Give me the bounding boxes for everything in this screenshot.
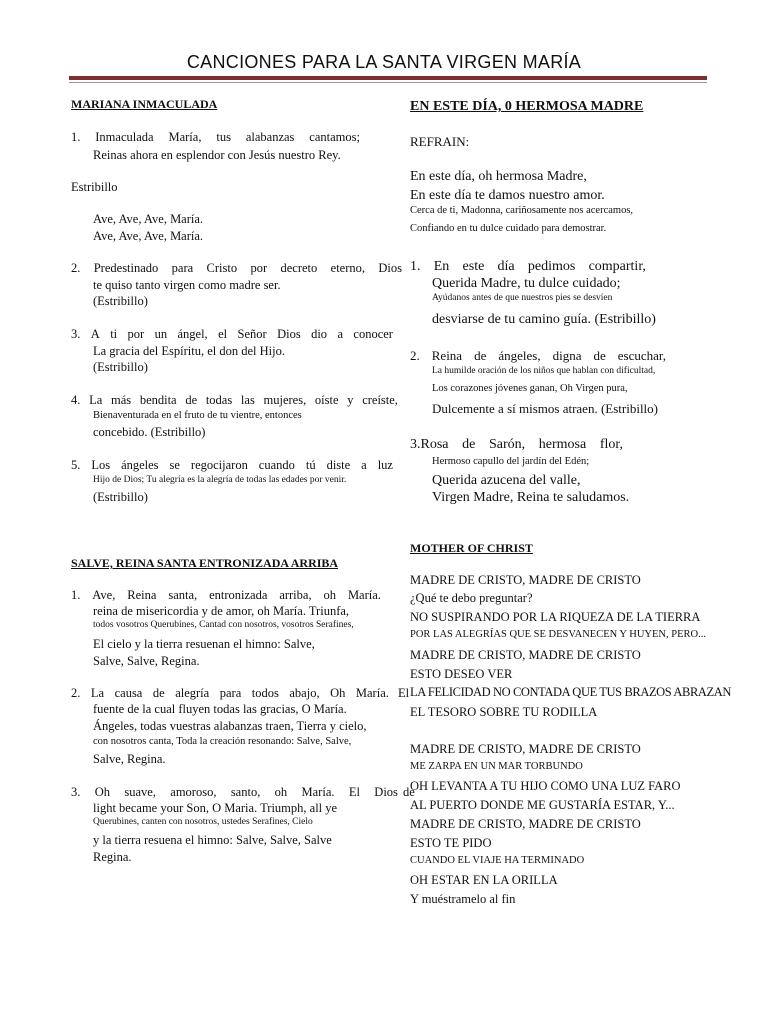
- verse-line: (Estribillo): [93, 360, 148, 374]
- song-line: ESTO DESEO VER: [410, 667, 513, 681]
- word: A: [90, 327, 100, 341]
- song-heading-mother-of-christ: MOTHER OF CHRIST: [410, 541, 533, 555]
- word: María,: [168, 130, 202, 144]
- verse-line: Los corazones jóvenes ganan, Oh Virgen pura,: [432, 383, 628, 394]
- verse-line: [71, 130, 360, 145]
- word: digna: [552, 348, 582, 363]
- verse-line-overflow: El: [398, 686, 410, 700]
- song-line: ¿Qué te debo preguntar?: [410, 591, 533, 605]
- word: 3.: [71, 327, 81, 341]
- word: El: [348, 785, 360, 799]
- word: 2.: [71, 686, 81, 700]
- word: eterno,: [330, 261, 365, 275]
- word: 3.: [71, 785, 81, 799]
- song-line: NO SUSPIRANDO POR LA RIQUEZA DE LA TIERRA: [410, 610, 701, 624]
- verse-line: Reinas ahora en esplendor con Jesús nuestro Rey.: [93, 148, 341, 162]
- word: tus: [216, 130, 231, 144]
- verse-line: [71, 393, 398, 408]
- word: este: [462, 259, 485, 274]
- word: Los: [91, 458, 111, 472]
- word: suave,: [124, 785, 156, 799]
- word: tú: [305, 458, 316, 472]
- word: Sarón,: [488, 437, 526, 452]
- song-line: Y muéstramelo al fin: [410, 892, 516, 906]
- word: cuando: [258, 458, 295, 472]
- word: arriba,: [279, 588, 312, 602]
- word: ángeles,: [498, 348, 541, 363]
- word: Predestinado: [93, 261, 159, 275]
- refrain-label: Estribillo: [71, 180, 118, 194]
- word: Señor: [237, 327, 267, 341]
- word: cantamos;: [309, 130, 360, 144]
- refrain-line: En este día, oh hermosa Madre,: [410, 169, 587, 184]
- verse-line: La humilde oración de los niños que hablan con dificultad,: [432, 366, 656, 376]
- word: Cristo: [206, 261, 238, 275]
- verse-line: fuente de la cual fluyen todas las gracias, O María.: [93, 702, 347, 716]
- song-line: MADRE DE CRISTO, MADRE DE CRISTO: [410, 648, 641, 662]
- word: alabanzas: [245, 130, 295, 144]
- word: oh: [274, 785, 288, 799]
- verse-line: Querubines, canten con nosotros, ustedes Serafines, Cielo: [93, 817, 313, 827]
- verse-line: y la tierra resuena el himno: Salve, Salve, Salve: [93, 833, 332, 847]
- word: amoroso,: [170, 785, 217, 799]
- word: 4.: [71, 393, 81, 407]
- verse-line: El cielo y la tierra resuenan el himno: Salve,: [93, 637, 315, 651]
- verse-line: Hermoso capullo del jardín del Edén;: [432, 456, 590, 467]
- verse-line: Querida Madre, tu dulce cuidado;: [432, 276, 621, 291]
- word: hermosa: [538, 437, 587, 452]
- page-title: CANCIONES PARA LA SANTA VIRGEN MARÍA: [186, 52, 582, 72]
- word: de: [593, 348, 606, 363]
- word: creíste,: [362, 393, 398, 407]
- word: bendita: [139, 393, 177, 407]
- word: y: [347, 393, 354, 407]
- title-divider: [69, 76, 707, 80]
- song-line: ME ZARPA EN UN MAR TORBUNDO: [410, 761, 583, 772]
- song-line: MADRE DE CRISTO, MADRE DE CRISTO: [410, 742, 641, 756]
- verse-line: [71, 686, 389, 701]
- verse-line: Hijo de Dios; Tu alegría es la alegría de todas las edades por venir.: [93, 475, 347, 485]
- song-line: MADRE DE CRISTO, MADRE DE CRISTO: [410, 817, 641, 831]
- refrain-line: Cerca de ti, Madonna, cariñosamente nos acercamos,: [410, 205, 634, 216]
- verse-line: concebido. (Estribillo): [93, 425, 206, 439]
- song-line: MADRE DE CRISTO, MADRE DE CRISTO: [410, 573, 641, 587]
- word: ángeles: [121, 458, 159, 472]
- word: alegría: [175, 686, 210, 700]
- word: 1.: [410, 259, 421, 274]
- word: por: [250, 261, 268, 275]
- song-heading-mariana: MARIANA INMACULADA: [71, 97, 218, 111]
- word: el: [218, 327, 228, 341]
- word: santo,: [230, 785, 261, 799]
- word: de: [185, 393, 198, 407]
- refrain-label: REFRAIN:: [410, 134, 470, 149]
- verse-line: desviarse de tu camino guía. (Estribillo): [432, 312, 656, 327]
- verse-line: Bienaventurada en el fruto de tu vientre, entonces: [93, 410, 302, 421]
- song-line: OH LEVANTA A TU HIJO COMO UNA LUZ FARO: [410, 779, 681, 793]
- verse-line: Querida azucena del valle,: [432, 473, 581, 488]
- verse-line: Virgen Madre, Reina te saludamos.: [432, 490, 630, 505]
- word: por: [127, 327, 145, 341]
- word: de: [152, 686, 165, 700]
- song-line: POR LAS ALEGRÍAS QUE SE DESVANECEN Y HUYEN, PERO...: [410, 629, 706, 640]
- word: santa,: [168, 588, 198, 602]
- refrain-line: Ave, Ave, Ave, María.: [93, 212, 204, 226]
- word: abajo,: [289, 686, 320, 700]
- verse-line: [410, 259, 646, 275]
- song-line: AL PUERTO DONDE ME GUSTARÍA ESTAR, Y...: [410, 798, 675, 812]
- verse-line: La gracia del Espíritu, el don del Hijo.: [93, 344, 285, 358]
- word: Ave,: [92, 588, 116, 602]
- song-line: ESTO TE PIDO: [410, 836, 492, 850]
- song-line: LA FELICIDAD NO CONTADA QUE TUS BRAZOS ABRAZAN: [410, 685, 732, 699]
- word: 2.: [71, 261, 81, 275]
- verse-line: [410, 437, 623, 453]
- song-line: OH ESTAR EN LA ORILLA: [410, 873, 558, 887]
- verse-line: [71, 261, 402, 276]
- word: causa: [114, 686, 143, 700]
- refrain-line: En este día te damos nuestro amor.: [410, 188, 605, 203]
- word: un: [154, 327, 168, 341]
- verse-line: Salve, Salve, Regina.: [93, 654, 200, 668]
- word: para: [171, 261, 194, 275]
- verse-line: reina de misericordia y de amor, oh María. Triunfa,: [93, 604, 350, 618]
- verse-line-overflow: de: [403, 785, 415, 799]
- song-line: CUANDO EL VIAJE HA TERMINADO: [410, 855, 585, 866]
- verse-line: (Estribillo): [93, 294, 148, 308]
- word: 5.: [71, 458, 81, 472]
- word: Dios: [277, 327, 301, 341]
- word: se: [169, 458, 180, 472]
- verse-line: [71, 588, 381, 603]
- verse-line: Dulcemente a sí mismos atraen. (Estribillo): [432, 401, 658, 416]
- verse-line: [71, 785, 398, 800]
- word: dio: [311, 327, 328, 341]
- word: ti: [110, 327, 118, 341]
- verse-line: [71, 458, 393, 473]
- verse-line: Salve, Regina.: [93, 752, 166, 766]
- word: Inmaculada: [95, 130, 154, 144]
- verse-line: light became your Son, O Maria. Triumph, all ye: [93, 801, 338, 815]
- word: María.: [355, 686, 389, 700]
- word: Oh: [94, 785, 110, 799]
- word: 1.: [71, 588, 81, 602]
- refrain-line: Ave, Ave, Ave, María.: [93, 229, 204, 243]
- word: para: [219, 686, 242, 700]
- word: oíste: [314, 393, 339, 407]
- word: Reina: [127, 588, 157, 602]
- word: decreto: [280, 261, 318, 275]
- verse-line: Ayúdanos antes de que nuestros pies se desvíen: [432, 293, 613, 303]
- word: flor,: [599, 437, 623, 452]
- word: En: [433, 259, 450, 274]
- word: más: [110, 393, 132, 407]
- word: mujeres,: [263, 393, 307, 407]
- word: 1.: [71, 130, 81, 144]
- word: ángel,: [177, 327, 208, 341]
- word: Oh: [330, 686, 346, 700]
- word: La: [90, 686, 105, 700]
- song-line: EL TESORO SOBRE TU RODILLA: [410, 705, 598, 719]
- word: 3.Rosa: [410, 437, 449, 452]
- word: de: [474, 348, 487, 363]
- word: escuchar,: [617, 348, 666, 363]
- title-divider-thin: [69, 82, 707, 83]
- word: Dios: [378, 261, 402, 275]
- word: las: [240, 393, 255, 407]
- verse-line: todos vosotros Querubines, Cantad con nosotros, vosotros Serafines,: [93, 620, 354, 630]
- song-heading-salve: SALVE, REINA SANTA ENTRONIZADA ARRIBA: [71, 556, 339, 570]
- word: Reina: [431, 348, 463, 363]
- word: compartir,: [588, 259, 646, 274]
- word: conocer: [353, 327, 393, 341]
- word: María.: [347, 588, 381, 602]
- word: Dios: [374, 785, 398, 799]
- song-heading-en-este-dia: EN ESTE DÍA, 0 HERMOSA MADRE: [410, 99, 644, 114]
- verse-line: (Estribillo): [93, 490, 148, 504]
- word: luz: [377, 458, 393, 472]
- word: entronizada: [209, 588, 268, 602]
- word: todas: [205, 393, 233, 407]
- refrain-line: Confiando en tu dulce cuidado para demostrar.: [410, 223, 607, 234]
- verse-line: [410, 348, 666, 364]
- word: oh: [323, 588, 337, 602]
- word: pedimos: [527, 259, 576, 274]
- verse-line: Regina.: [93, 850, 132, 864]
- word: a: [361, 458, 367, 472]
- verse-line: te quiso tanto virgen como madre ser.: [93, 278, 281, 292]
- word: día: [497, 259, 515, 274]
- verse-line: Ángeles, todas vuestras alabanzas traen, Tierra y cielo,: [93, 719, 367, 733]
- word: todos: [251, 686, 279, 700]
- word: diste: [326, 458, 351, 472]
- verse-line: [71, 327, 393, 342]
- word: La: [89, 393, 103, 407]
- word: a: [337, 327, 344, 341]
- word: de: [462, 437, 476, 452]
- word: regocijaron: [190, 458, 248, 472]
- word: 2.: [410, 348, 420, 363]
- verse-line: con nosotros canta, Toda la creación resonando: Salve, Salve,: [93, 736, 352, 747]
- word: María.: [301, 785, 335, 799]
